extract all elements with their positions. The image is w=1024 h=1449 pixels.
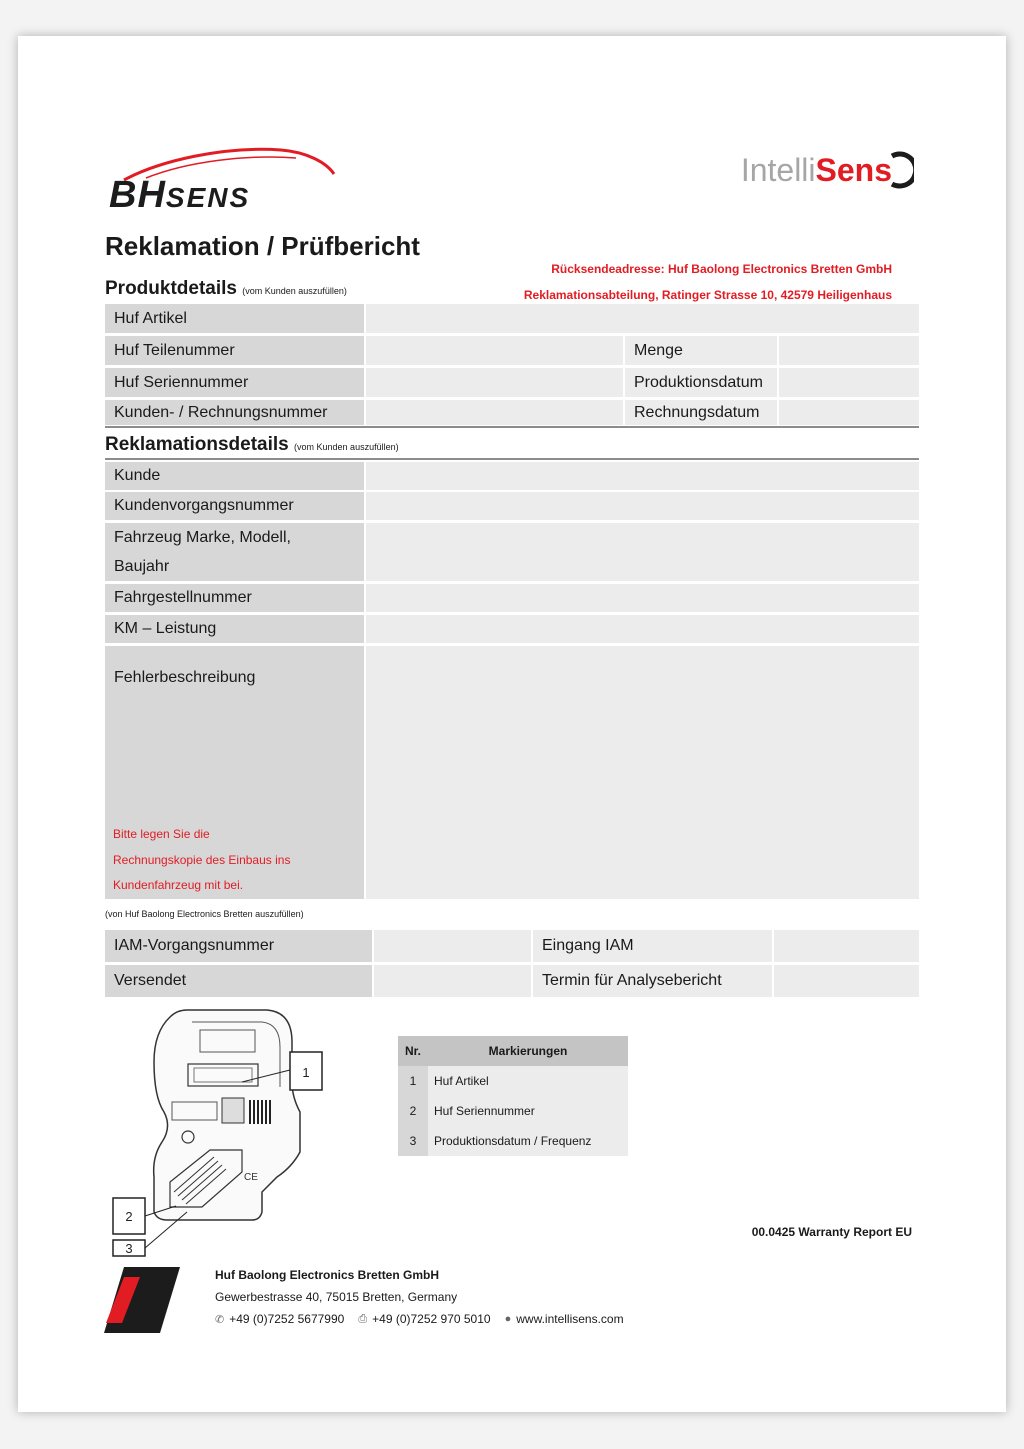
field-quantity[interactable] <box>779 336 919 365</box>
fax-icon: ⎙ <box>358 1312 368 1325</box>
footer-phone: +49 (0)7252 5677990 <box>229 1312 345 1326</box>
product-details-heading: Produktdetails (vom Kunden auszufüllen) <box>105 278 347 299</box>
phone-icon: ✆ <box>215 1313 225 1326</box>
field-mileage[interactable] <box>366 615 919 643</box>
divider <box>105 426 919 428</box>
company-stripe-logo <box>102 1267 182 1333</box>
label-vin: Fahrgestellnummer <box>105 584 364 612</box>
label-mileage: KM – Leistung <box>105 615 364 643</box>
label-huf-article: Huf Artikel <box>105 304 364 333</box>
internal-note: (von Huf Baolong Electronics Bretten auszufüllen) <box>105 909 304 919</box>
sensor-diagram <box>92 1002 342 1257</box>
field-case-number[interactable] <box>366 492 919 520</box>
field-production-date[interactable] <box>779 368 919 397</box>
table-header: Nr. Markierungen <box>398 1036 628 1066</box>
complaint-details-heading: Reklamationsdetails (vom Kunden auszufüllen) <box>105 434 399 455</box>
svg-text:CE: CE <box>244 1172 258 1183</box>
label-iam-receipt: Eingang IAM <box>533 930 772 962</box>
field-part-number[interactable] <box>366 336 623 365</box>
globe-icon: ● <box>504 1313 512 1325</box>
report-code: 00.0425 Warranty Report EU <box>751 1225 912 1239</box>
footer-web[interactable]: www.intellisens.com <box>516 1312 624 1326</box>
table-row: 3 Produktionsdatum / Frequenz <box>398 1126 628 1156</box>
label-customer: Kunde <box>105 462 364 490</box>
field-vehicle[interactable] <box>366 523 919 581</box>
callout-3: 3 <box>125 1241 133 1256</box>
footer-address: Gewerbestrasse 40, 75015 Bretten, Germany <box>215 1290 458 1304</box>
label-serial-number: Huf Seriennummer <box>105 368 364 397</box>
callout-2: 2 <box>125 1209 133 1224</box>
label-production-date: Produktionsdatum <box>625 368 777 397</box>
field-analysis-report-date[interactable] <box>774 965 919 997</box>
field-vin[interactable] <box>366 584 919 612</box>
page-title: Reklamation / Prüfbericht <box>105 231 420 261</box>
label-case-number: Kundenvorgangsnummer <box>105 492 364 520</box>
label-iam-number: IAM-Vorgangsnummer <box>105 930 372 962</box>
table-row: 1 Huf Artikel <box>398 1066 628 1096</box>
divider <box>105 458 919 460</box>
label-error-description: Fehlerbeschreibung <box>105 646 364 899</box>
document-page <box>18 36 1006 1412</box>
field-error-description[interactable] <box>366 646 919 899</box>
field-iam-number[interactable] <box>374 930 531 962</box>
callout-1: 1 <box>302 1065 310 1080</box>
field-sent[interactable] <box>374 965 531 997</box>
label-invoice-number: Kunden- / Rechnungsnummer <box>105 400 364 425</box>
label-invoice-date: Rechnungsdatum <box>625 400 777 425</box>
label-quantity: Menge <box>625 336 777 365</box>
footer-company: Huf Baolong Electronics Bretten GmbH <box>215 1268 440 1282</box>
intellisens-logo: Intelli Sens <box>741 140 914 200</box>
return-address-line1: Rücksendeadresse: Huf Baolong Electronics Bretten GmbH <box>551 262 892 276</box>
table-row: 2 Huf Seriennummer <box>398 1096 628 1126</box>
field-huf-article[interactable] <box>366 304 919 333</box>
markings-table <box>398 1036 628 1156</box>
field-serial-number[interactable] <box>366 368 623 397</box>
label-sent: Versendet <box>105 965 372 997</box>
field-customer[interactable] <box>366 462 919 490</box>
label-vehicle: Fahrzeug Marke, Modell, Baujahr <box>105 523 364 581</box>
return-address-line2: Reklamationsabteilung, Ratinger Strasse 10, 42579 Heiligenhaus <box>523 288 892 302</box>
label-analysis-report-date: Termin für Analysebericht <box>533 965 772 997</box>
field-invoice-number[interactable] <box>366 400 623 425</box>
label-part-number: Huf Teilenummer <box>105 336 364 365</box>
field-invoice-date[interactable] <box>779 400 919 425</box>
invoice-copy-note: Bitte legen Sie die Rechnungskopie des Einbaus ins Kundenfahrzeug mit bei. <box>113 827 291 892</box>
bhsens-logo: BHSENS <box>106 128 336 218</box>
sensor-swoosh-icon <box>886 150 914 190</box>
footer-contact <box>215 1312 624 1326</box>
footer-fax: +49 (0)7252 970 5010 <box>372 1312 491 1326</box>
field-iam-receipt[interactable] <box>774 930 919 962</box>
